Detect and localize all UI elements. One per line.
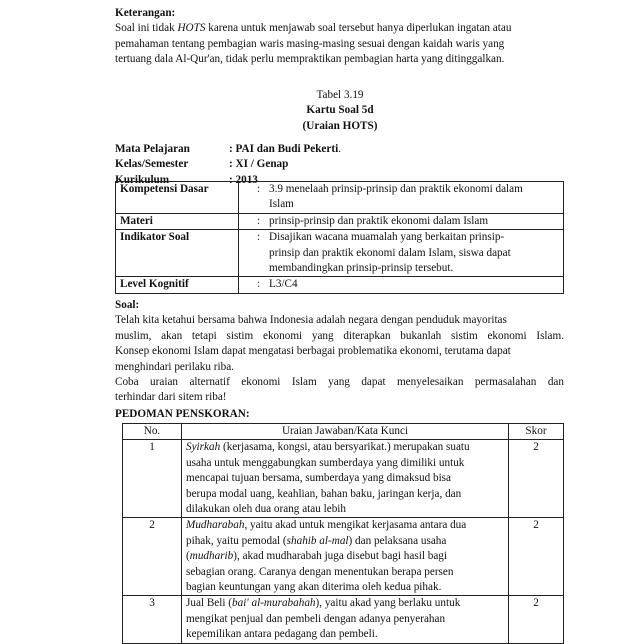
soal-line-5: Coba uraian alternatif ekonomi Islam yang dapat menyelesaikan permasalahan dan [115,376,564,389]
row-value: : L3/C4 [239,277,564,293]
answer-text: pihak, yaitu pemodal ( [186,534,287,547]
uraian-hots-subtitle: (Uraian HOTS) [302,119,378,132]
kelas-value: : XI / Genap [229,158,289,171]
info-mapel: Mata Pelajaran : PAI dan Budi Pekerti. [115,142,565,157]
term: mudharib [189,550,234,563]
keterangan-heading: Keterangan: [115,7,176,19]
term: Syirkah [186,441,221,454]
soal-line-4: menghindari perilaku riba. [115,360,234,373]
row-label: Indikator Soal [116,230,239,277]
col-skor-header: Skor [509,424,564,440]
soal-line-3: Konsep ekonomi Islam dapat mengatasi berbagai problematika ekonomi, terutama dapat [115,345,511,358]
row-value: : prinsip-prinsip dan praktik ekonomi dalam Islam [239,213,564,229]
answer-text: usaha untuk menggabungkan sumberdaya yang dimiliki untuk [186,456,465,469]
row-number: 2 [123,518,182,596]
table-row [116,277,564,293]
answer-text: ), yaitu akad yang berlaku untuk [315,597,461,610]
row-answer [182,518,509,596]
answer-text: mencapai tujuan bersama, sumberdaya yang dimaksud bisa [186,472,451,485]
row-value: : Disajikan wacana muamalah yang berkaitan prinsip- prinsip dan praktik ekonomi dalam Islam, siswa dapat membandingkan prinsip-prinsip tersebut. [239,230,564,277]
soal-line-6: terhindar dari sitem riba! [115,391,227,404]
mapel-label: Mata Pelajaran [115,143,190,155]
answer-text: ) dan pelaksana usaha [348,534,447,547]
kurikulum-label: Kurikulum [115,173,170,186]
row-score: 2 [509,518,564,596]
value-line: prinsip dan praktik ekonomi dalam Islam, siswa dapat [269,246,511,259]
row-score: 2 [509,596,564,643]
info-kelas [115,157,565,172]
pedoman-section [115,407,565,422]
answer-text: dilakukan oleh dua orang atau lebih [186,503,346,516]
tabel-number: Tabel 3.19 [316,89,364,101]
row-score: 2 [509,440,564,518]
soal-line-1: Telah kita ketahui bersama bahwa Indonesia adalah negara dengan penduduk mayoritas [115,314,507,327]
row-label: Level Kognitif [116,277,239,293]
row-label: Kompetensi Dasar [116,182,239,214]
mapel-value: : PAI dan Budi Pekerti [229,143,339,155]
soal-line-2: muslim, akan tetapi sistim ekonomi yang diterapkan bukanlah sistim ekonomi Islam. [115,329,564,342]
table-row [116,230,564,277]
soal-heading: Soal: [115,299,140,311]
table-header-row [123,424,564,440]
keterangan-line-2: pemahaman tentang pembagian waris masing-masing sesuai dengan kaidah waris yang [115,37,505,50]
term: Mudharabah [186,519,245,532]
answer-text: (kerjasama, kongsi, atau bersyarikat.) merupakan suatu [220,441,470,454]
kurikulum-value: : 2013 [229,173,258,186]
value-line: 3.9 menelaah prinsip-prinsip dan praktik ekonomi dalam [269,183,523,195]
col-no-header: No. [123,424,182,440]
table-row [123,440,564,518]
table-row [123,596,564,643]
table-row [116,182,564,214]
keterangan-line-3: tertuang dala Al-Qur'an, tidak perlu mempraktikan pembagian harta yang ditinggalkan. [115,53,505,66]
soal-section [115,298,564,406]
row-answer [182,596,509,643]
answer-text: berupa modal uang, keahlian, bahan baku, jaringan kerja, dan [186,487,462,500]
answer-text: ( [186,550,190,563]
answer-text: mengikat penjual dan pembeli dengan adanya penyerahan [186,612,446,625]
row-number: 3 [123,596,182,643]
answer-text: Jual Beli ( [186,597,232,610]
row-value: : 3.9 menelaah prinsip-prinsip dan praktik ekonomi dalam Islam [239,182,564,214]
value-line: membandingkan prinsip-prinsip tersebut. [269,262,454,275]
value-line: Islam [269,198,294,211]
term: shahib al-mal [286,534,349,547]
scoring-table [122,423,564,644]
keterangan-line-1 [115,21,565,36]
value-line: L3/C4 [269,278,298,291]
row-answer [182,440,509,518]
value-line: Disajikan wacana muamalah yang berkaitan prinsip- [269,231,505,244]
col-uraian-header: Uraian Jawaban/Kata Kunci [182,424,509,440]
keterangan-section [115,6,565,68]
answer-text: bagian keuntungan yang akan diterima oleh kedua pihak. [186,581,442,594]
answer-text: ), akad mudharabah juga disebut bagi hasil bagi [233,550,447,563]
row-label: Materi [116,213,239,229]
kelas-label: Kelas/Semester [115,158,189,171]
answer-text: sebagian orang. Caranya dengan menentukan berapa persen [186,565,454,578]
kartu-soal-table [115,181,564,294]
table-title [115,88,565,134]
keterangan-text: karena untuk menjawab soal tersebut hanya diperlukan ingatan atau [205,22,512,35]
kartu-soal-title: Kartu Soal 5d [306,104,374,117]
answer-text: kepemilikan antara pedagang dan pembeli. [186,628,378,641]
value-line: prinsip-prinsip dan praktik ekonomi dalam Islam [269,214,489,227]
keterangan-text: Soal ini tidak [115,22,178,35]
answer-text: , yaitu akad untuk mengikat kerjasama antara dua [244,519,467,532]
row-number: 1 [123,440,182,518]
term: bai' al-murabahah [232,597,316,610]
hots-term: HOTS [177,22,206,35]
pedoman-heading: PEDOMAN PENSKORAN: [115,408,250,420]
table-row [116,213,564,229]
table-row [123,518,564,596]
